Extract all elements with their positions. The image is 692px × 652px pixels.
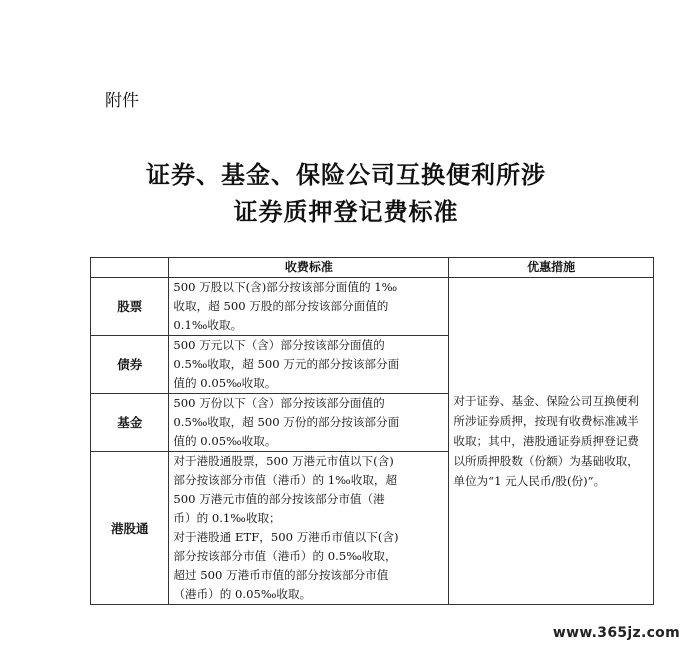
fee-standard-cell (169, 452, 449, 605)
table-row (91, 278, 654, 336)
header-fee-standard: 收费标准 (169, 258, 449, 278)
standard-line: 0.5‰收取，超 500 万份的部分按该部分面 (173, 415, 400, 429)
standard-line: 部分按该部分市值（港币）的 1‰收取，超 (173, 473, 398, 487)
attachment-label: 附件 (105, 91, 139, 111)
standard-line: 对于港股通股票，500 万港元市值以下(含) (173, 454, 394, 468)
category-cell: 基金 (91, 394, 169, 452)
preferential-cell: 对于证券、基金、保险公司互换便利所涉证券质押，按现有收费标准减半收取；其中，港股通证券质押登记费以所质押股数（份额）为基础收取，单位为“1 元人民币/股(份)”。 (449, 278, 654, 605)
document-title-line-1: 证券、基金、保险公司互换便利所涉 (146, 161, 546, 189)
category-cell: 港股通 (91, 452, 169, 605)
fee-table (90, 257, 654, 605)
standard-line: 值的 0.05‰收取。 (173, 376, 277, 390)
standard-line: 超过 500 万港币市值的部分按该部分市值 (173, 568, 389, 582)
standard-line: 币）的 0.1‰收取； (173, 511, 281, 525)
standard-line: 500 万份以下（含）部分按该部分面值的 (173, 396, 385, 410)
fee-standard-cell (169, 394, 449, 452)
standard-line: 500 万股以下(含)部分按该部分面值的 1‰ (173, 280, 398, 294)
category-cell: 债券 (91, 336, 169, 394)
standard-line: 收取，超 500 万股的部分按该部分面值的 (173, 299, 389, 313)
standard-line: 500 万元以下（含）部分按该部分面值的 (173, 338, 385, 352)
fee-standard-cell (169, 336, 449, 394)
standard-line: 部分按该部分市值（港币）的 0.5‰收取， (173, 549, 397, 563)
watermark: www.365jz.com (552, 625, 680, 641)
standard-line: （港币）的 0.05‰收取。 (173, 587, 312, 601)
fee-standard-cell (169, 278, 449, 336)
document-title-line-2: 证券质押登记费标准 (233, 198, 459, 226)
category-cell: 股票 (91, 278, 169, 336)
standard-line: 0.1‰收取。 (173, 318, 243, 332)
standard-line: 对于港股通 ETF，500 万港币市值以下(含) (173, 530, 399, 544)
standard-line: 0.5‰收取，超 500 万元的部分按该部分面 (173, 357, 400, 371)
standard-line: 值的 0.05‰收取。 (173, 434, 277, 448)
standard-line: 500 万港元市值的部分按该部分市值（港 (173, 492, 385, 506)
table-header-row (91, 258, 654, 278)
header-preferential: 优惠措施 (449, 258, 654, 278)
header-category (91, 258, 169, 278)
